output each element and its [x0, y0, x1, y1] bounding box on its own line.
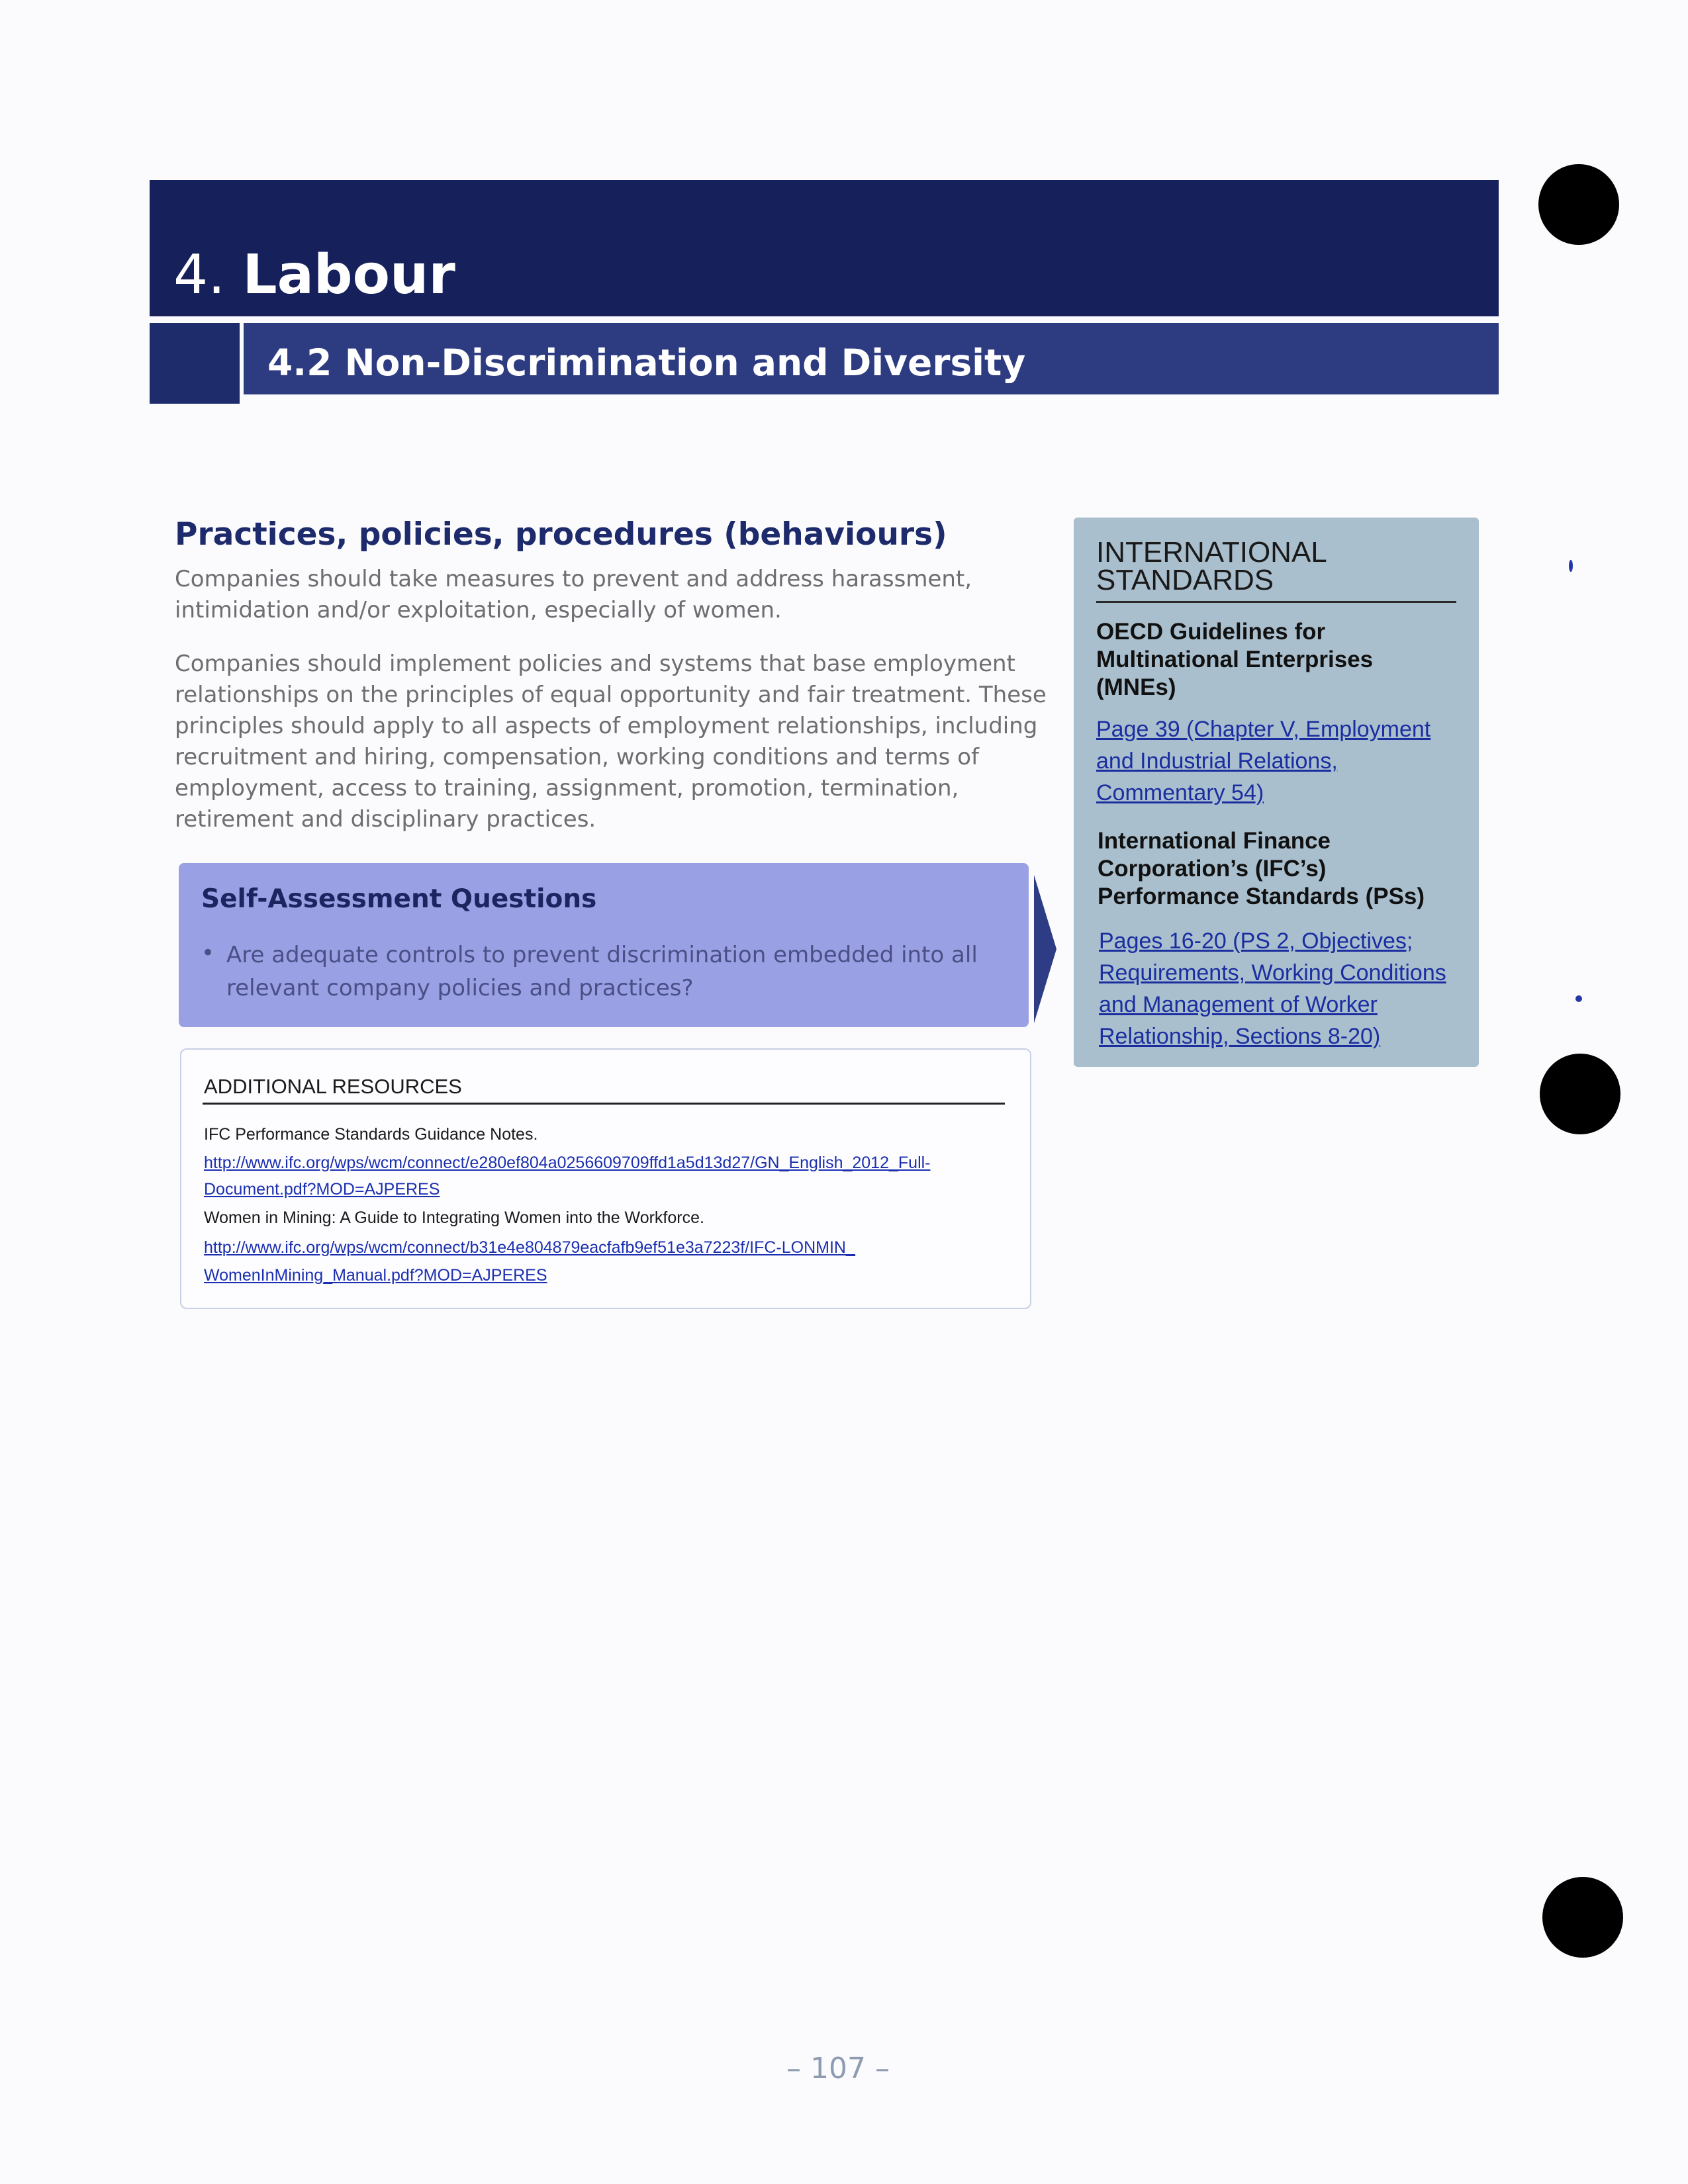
- page-number: – 107 –: [786, 2052, 890, 2085]
- practices-heading: Practices, policies, procedures (behaviours): [175, 516, 947, 553]
- punch-hole-bottom: [1542, 1877, 1623, 1958]
- additional-resources-heading: ADDITIONAL RESOURCES: [204, 1075, 462, 1098]
- resource-label: IFC Performance Standards Guidance Notes.: [204, 1125, 538, 1144]
- resource-link[interactable]: WomenInMining_Manual.pdf?MOD=AJPERES: [204, 1266, 547, 1285]
- section-banner-tab: [150, 323, 240, 404]
- practices-paragraph-2: Companies should implement policies and systems that base employment relationships on the principles of equal opportunity and fair treatment. These principles should apply to all aspects of employment relationships, including recruitment and hiring, compensation, working conditions and terms of employment, access to training, assignment, promotion, termination, retirement and disciplinary practices.: [175, 651, 1047, 833]
- scan-speck: [1575, 995, 1582, 1002]
- resource-link[interactable]: http://www.ifc.org/wps/wcm/connect/b31e4e804879eacfafb9ef51e3a7223f/IFC-LONMIN_: [204, 1238, 855, 1257]
- self-assessment-heading: Self-Assessment Questions: [201, 884, 597, 914]
- self-assessment-question: Are adequate controls to prevent discrimination embedded into all relevant company policies and practices?: [226, 942, 978, 1001]
- resource-link[interactable]: http://www.ifc.org/wps/wcm/connect/e280ef804a0256609709ffd1a5d13d27/GN_English_2012_Full-: [204, 1154, 931, 1172]
- practices-paragraph-1: Companies should take measures to prevent and address harassment, intimidation and/or exploitation, especially of women.: [175, 566, 972, 623]
- international-standards-heading: INTERNATIONAL STANDARDS: [1096, 536, 1327, 596]
- standard-link[interactable]: Pages 16-20 (PS 2, Objectives; Requirements, Working Conditions and Management of Worker Relationship, Sections 8-20): [1099, 929, 1446, 1049]
- chapter-title: [173, 244, 455, 306]
- arrow-right-icon: [1034, 875, 1056, 1023]
- standard-title: International Finance Corporation’s (IFC’s) Performance Standards (PSs): [1098, 828, 1425, 909]
- resource-label: Women in Mining: A Guide to Integrating Women into the Workforce.: [204, 1208, 704, 1227]
- punch-hole-top: [1538, 164, 1619, 245]
- divider: [1096, 601, 1456, 603]
- standard-title: OECD Guidelines for Multinational Enterprises (MNEs): [1096, 619, 1374, 700]
- punch-hole-middle: [1540, 1054, 1620, 1134]
- section-title: 4.2 Non-Discrimination and Diversity: [267, 341, 1026, 384]
- standard-link[interactable]: Page 39 (Chapter V, Employment and Industrial Relations, Commentary 54): [1096, 717, 1431, 805]
- bullet-icon: •: [201, 940, 215, 966]
- divider: [203, 1103, 1005, 1105]
- chapter-number: 4.: [173, 244, 226, 306]
- scan-speck: [1569, 560, 1573, 572]
- resource-link[interactable]: Document.pdf?MOD=AJPERES: [204, 1180, 440, 1199]
- chapter-title-text: Labour: [242, 244, 455, 306]
